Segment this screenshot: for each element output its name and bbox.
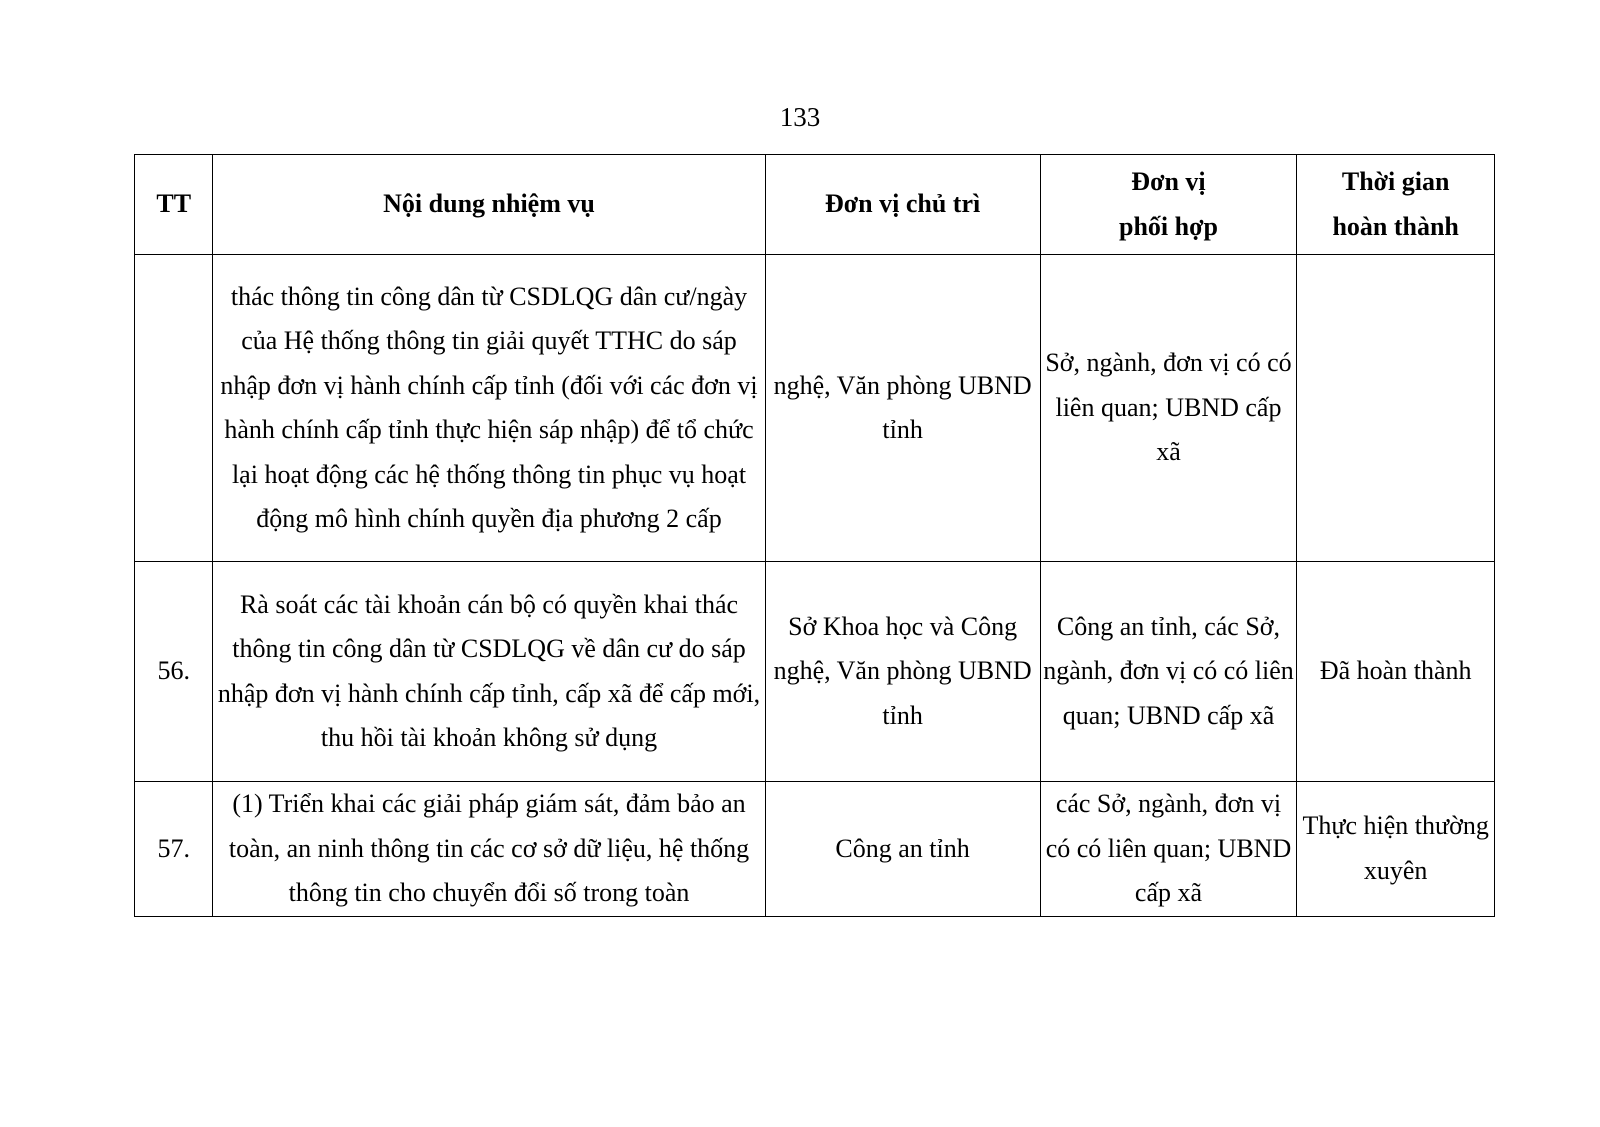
deadline — [1297, 255, 1495, 562]
page-number: 133 — [779, 102, 821, 132]
task-content: Rà soát các tài khoản cán bộ có quyền khai thác thông tin công dân từ CSDLQG về dân cư do sáp nhập đơn vị hành chính cấp tỉnh, cấp xã để cấp mới, thu hồi tài khoản không sử dụng — [213, 562, 765, 782]
lead-unit: Sở Khoa học và Công nghệ, Văn phòng UBND tỉnh — [765, 562, 1040, 782]
task-table — [134, 154, 1495, 917]
header-deadline-line2: hoàn thành — [1332, 211, 1459, 241]
header-tt: TT — [135, 155, 213, 255]
coordinating-unit: Sở, ngành, đơn vị có có liên quan; UBND cấp xã — [1040, 255, 1297, 562]
table-row — [135, 562, 1495, 782]
header-deadline — [1297, 155, 1495, 255]
header-coordinating-line2: phối hợp — [1119, 211, 1218, 241]
row-number: 57. — [135, 782, 213, 917]
table-header-row — [135, 155, 1495, 255]
task-content: thác thông tin công dân từ CSDLQG dân cư/ngày của Hệ thống thông tin giải quyết TTHC do sáp nhập đơn vị hành chính cấp tỉnh (đối với các đơn vị hành chính cấp tỉnh thực hiện sáp nhập) để tổ chức lại hoạt động các hệ thống thông tin phục vụ hoạt động mô hình chính quyền địa phương 2 cấp — [213, 255, 765, 562]
header-coordinating-unit — [1040, 155, 1297, 255]
lead-unit: nghệ, Văn phòng UBND tỉnh — [765, 255, 1040, 562]
deadline: Thực hiện thường xuyên — [1297, 782, 1495, 917]
header-task-content: Nội dung nhiệm vụ — [213, 155, 765, 255]
table-row — [135, 255, 1495, 562]
row-number: 56. — [135, 562, 213, 782]
row-number — [135, 255, 213, 562]
deadline: Đã hoàn thành — [1297, 562, 1495, 782]
coordinating-unit: các Sở, ngành, đơn vị có có liên quan; UBND cấp xã — [1040, 782, 1297, 917]
header-lead-unit: Đơn vị chủ trì — [765, 155, 1040, 255]
header-deadline-line1: Thời gian — [1341, 167, 1450, 196]
table-row — [135, 782, 1495, 917]
header-coordinating-line1: Đơn vị — [1131, 167, 1206, 196]
task-content: (1) Triển khai các giải pháp giám sát, đảm bảo an toàn, an ninh thông tin các cơ sở dữ liệu, hệ thống thông tin cho chuyển đổi số trong toàn — [213, 782, 765, 917]
lead-unit: Công an tỉnh — [765, 782, 1040, 917]
coordinating-unit: Công an tỉnh, các Sở, ngành, đơn vị có có liên quan; UBND cấp xã — [1040, 562, 1297, 782]
